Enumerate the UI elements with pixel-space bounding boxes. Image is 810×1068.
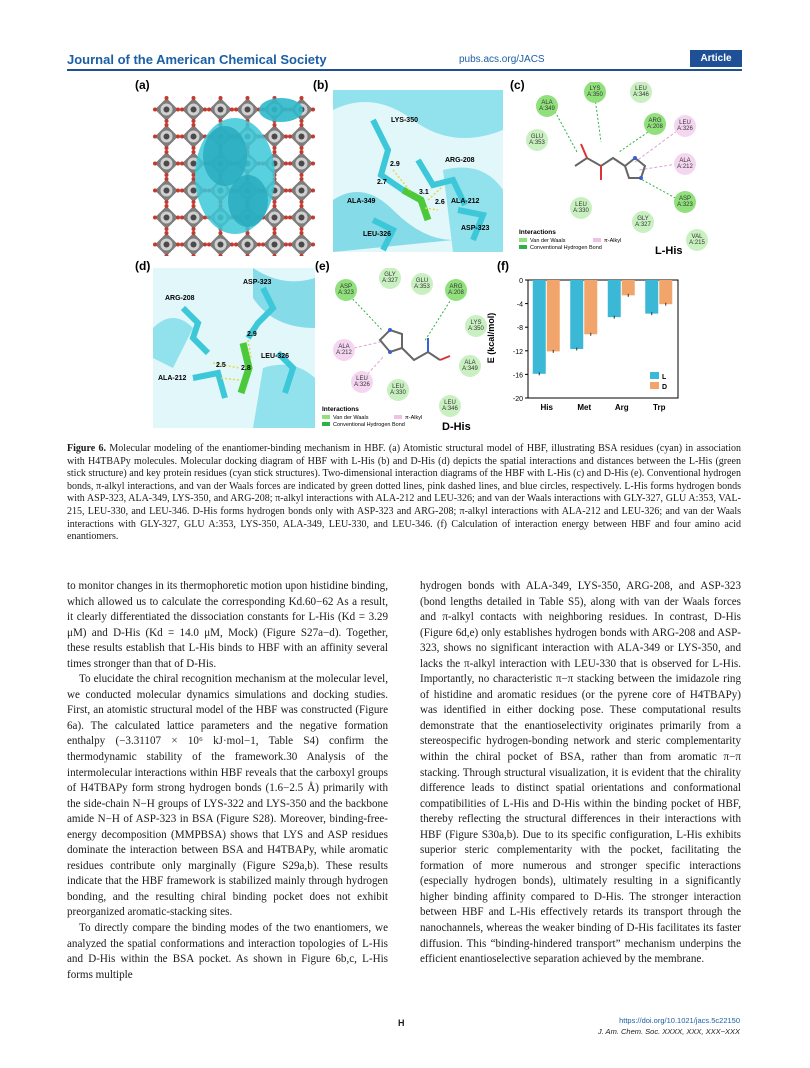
legend-e-title: Interactions	[322, 406, 359, 413]
dist-27: 2.7	[377, 179, 387, 186]
species-dhis: D-His	[442, 421, 471, 433]
journal-url[interactable]: pubs.acs.org/JACS	[459, 54, 545, 65]
svg-text:LEUA:326: LEU A:326	[354, 376, 370, 388]
label-d-arg208: ARG-208	[165, 295, 195, 302]
bar-L-Trp	[645, 280, 658, 314]
x-tick-label: His	[540, 403, 553, 412]
chart-ylabel: E (kcal/mol)	[486, 312, 496, 364]
label-leu326: LEU-326	[363, 231, 392, 238]
left-para-2: To elucidate the chiral recognition mechanism at the molecular level, we conducted molecular dynamics simulations and docking studies. First, an atomistic structural model of the HBF was constructed (Figure 6a). The calculated lattice parameters and the negative formation enthalpy (−3.31107 × 10⁶ kJ·mol−1, Table S4) confirm the thermodynamic stability of the framework.30 Analysis of the intermolecular interactions within HBF reveals that the carboxyl groups of H4TBAPy form strong hydrogen bonds (1.6−2.5 Å) primarily with the side-chain N−H groups of LYS-322 and LYS-350 and the backbone amide N−H of ASP-323 in BSA (Figure S28). Moreover, binding-free-energy decomposition (MMPBSA) shows that LYS and ASP residues dominate the interaction between BSA and H4TBAPy, while aromatic residues contribute only marginally (Figure S29a,b). These results indicate that the HBF framework is stabilized mainly through hydrogen bonding, and the resulting chiral binding pocket does not exhibit preorganized aromatic-stacking sites.	[67, 673, 388, 919]
panel-label-b: (b)	[313, 78, 329, 92]
legend-c-hbond: Conventional Hydrogen Bond	[530, 245, 602, 251]
svg-text:ARGA:208: ARG A:208	[448, 284, 464, 296]
label-d-asp323: ASP-323	[243, 279, 272, 286]
body-column-left	[67, 579, 388, 983]
panel-e-interaction-dhis	[320, 268, 500, 434]
bar-D-Met	[584, 280, 597, 334]
panel-label-a: (a)	[135, 78, 150, 92]
left-para-1: to monitor changes in its thermophoretic motion upon histidine binding, which allowed us to calculate the corresponding Kd.60−62 As a result, it clearly differentiated the dissociation constants for L-His (Kd = 3.29 μM) and D-His (Kd = 14.0 μM, Mock) (Figure S27a−d). Together, these results establish that L-His binds to HBF with an affinity several times stronger than that of D-His.	[67, 580, 388, 670]
species-lhis: L-His	[655, 245, 683, 257]
label-asp323: ASP-323	[461, 225, 490, 232]
caption-label: Figure 6.	[67, 443, 107, 454]
legend-c-vdw: Van der Waals	[530, 238, 566, 244]
panel-label-e: (e)	[315, 259, 330, 273]
journal-title[interactable]: Journal of the American Chemical Society	[67, 52, 327, 67]
dist-d-29: 2.9	[247, 331, 257, 338]
figure-6	[135, 78, 740, 434]
label-d-ala212: ALA-212	[158, 375, 187, 382]
left-para-3: To directly compare the binding modes of the two enantiomers, we analyzed the spatial conformations and interaction topologies of L-His and D-His within the BSA pocket. As shown in Figure 6b,c, L-His forms multiple	[67, 922, 388, 981]
bar-D-His	[547, 280, 560, 351]
docking-lhis-image	[333, 90, 503, 252]
dist-31: 3.1	[419, 189, 429, 196]
x-tick-label: Trp	[653, 403, 666, 412]
panel-f-energy-chart	[480, 272, 710, 434]
svg-text:LEUA:330: LEU A:330	[573, 202, 589, 214]
y-tick-label: -20	[512, 396, 523, 403]
bar-D-Arg	[622, 280, 635, 295]
res-c-ala349: ALA A:349	[539, 100, 555, 112]
legend-c-title: Interactions	[519, 229, 556, 236]
page-number: H	[398, 1018, 405, 1028]
label-arg208: ARG-208	[445, 157, 475, 164]
label-d-leu326: LEU-326	[261, 353, 290, 360]
bar-L-His	[533, 280, 546, 374]
x-tick-label: Arg	[614, 403, 629, 412]
y-tick-label: -16	[512, 372, 523, 380]
y-tick-label: -12	[512, 348, 523, 356]
svg-text:LEUA:346: LEU A:346	[633, 86, 649, 98]
right-para-1: hydrogen bonds with ALA-349, LYS-350, ARG-208, and ASP-323 (bond lengths detailed in Table S5), along with van der Waals forces and π-alkyl contacts with neighboring residues. In contrast, D-His (Figure 6d,e) only establishes hydrogen bonds with ARG-208 and ASP-323, shows no significant interaction with ALA-349 or LYS-350, and lacks the π-alkyl interaction with LEU-330 that is observed for L-His. Importantly, no characteristic π−π stacking between the imidazole ring of histidine and aromatic residues (or the pyrene core of H4TBAPy) was identified in either docking pose. These computational results demonstrate that the enantioselectivity originates primarily from a stereospecific hydrogen-bonding network and steric complementarity within the chiral pocket of BSA, rather than from aromatic π−π stacking. Through structural visualization, it is evident that the chirality difference leads to distinct spatial orientations and conformational compatibilities of L-His and D-His within the binding pocket of HBF, thereby reflecting the structural differences in their interactions with HBF (Figure S30a,b). Due to its specific configuration, L-His exhibits superior steric complementarity with the pocket, facilitating the formation of more numerous and stronger specific interactions (especially hydrogen bonds), ultimately resulting in a significantly higher binding affinity compared to D-His. The stronger interaction between HBF and L-His effectively retards its transport through the nanochannels, whereas the weaker binding of D-His facilitates its faster diffusion. This “binding-hindered transport” mechanism underpins the efficient enantioselective separation achieved by the membrane.	[420, 580, 741, 966]
dist-26: 2.6	[435, 199, 445, 206]
svg-text:ASPA:323: ASP A:323	[677, 196, 693, 208]
panel-a-framework-model	[153, 96, 315, 256]
svg-text:VALA:215: VAL A:215	[689, 234, 705, 246]
interaction-diagram-lhis	[515, 82, 740, 260]
dist-d-28: 2.8	[241, 365, 251, 372]
legend-label-L: L	[662, 374, 667, 381]
x-tick-label: Met	[577, 403, 592, 412]
caption-text: Molecular modeling of the enantiomer-binding mechanism in HBF. (a) Atomistic structural model of HBF, illustrating BSA residues (cyan) in association with H4TBAPy molecules. Molecular docking diagram of HBF with L-His (b) and D-His (d) depicts the spatial interactions and distances between the L-His (green stick structure) and key protein residues (cyan stick structures). Two-dimensional interaction diagrams of the HBF with L-His (c) and D-His (e). Conventional hydrogen bonds, π-alkyl interactions, and van der Waals forces are indicated by green dotted lines, pink dashed lines, and blue circles, respectively. L-His forms hydrogen bonds with ASP-323, ALA-349, LYS-350, and ARG-208; π-alkyl interactions with ALA-212 and LEU-326; and van der Waals interactions with GLY-327, GLU A:353, VAL-215, LEU-330, and LEU-346. D-His forms hydrogen bonds only with ASP-323 and ARG-208; π-alkyl interactions with ALA-212 and LEU-326; and van der Waals interactions with GLY-327, GLU A:353, LYS-350, ALA-349, LEU-330, and LEU-346. (f) Calculation of interaction energy between HBF and four amino acid enantiomers.	[67, 443, 741, 543]
svg-text:ASPA:323: ASP A:323	[338, 284, 354, 296]
legend-label-D: D	[662, 384, 668, 391]
panel-c-interaction-lhis	[515, 82, 740, 260]
interaction-diagram-dhis	[320, 268, 500, 434]
label-ala349: ALA-349	[347, 198, 376, 205]
panel-label-f: (f)	[497, 259, 509, 273]
framework-lattice-image	[153, 96, 315, 256]
svg-text:GLYA:327: GLY A:327	[635, 216, 651, 228]
panel-label-d: (d)	[135, 259, 151, 273]
y-tick-label: -4	[516, 301, 523, 309]
label-lys350: LYS-350	[391, 117, 418, 124]
svg-text:LEUA:346: LEU A:346	[442, 400, 458, 412]
svg-text:GLUA:353: GLU A:353	[414, 278, 430, 290]
svg-text:LEUA:326: LEU A:326	[677, 120, 693, 132]
svg-text:ALAA:349: ALA A:349	[462, 360, 478, 372]
panel-b-docking-lhis	[333, 90, 503, 252]
legend-swatch-D	[650, 382, 659, 389]
svg-text:LEUA:330: LEU A:330	[390, 384, 406, 396]
bar-L-Arg	[608, 280, 621, 317]
svg-text:GLUA:353: GLU A:353	[529, 134, 545, 146]
svg-text:ALAA:212: ALA A:212	[677, 158, 693, 170]
dist-29: 2.9	[390, 161, 400, 168]
energy-bar-chart	[480, 272, 710, 434]
figure-caption	[67, 443, 741, 544]
bar-L-Met	[570, 280, 583, 349]
doi-link[interactable]: https://doi.org/10.1021/jacs.5c22150	[619, 1016, 740, 1025]
panel-label-c: (c)	[510, 78, 525, 92]
legend-swatch-L	[650, 372, 659, 379]
legend-e-vdw: Van der Waals	[333, 415, 369, 421]
legend-e-hbond: Conventional Hydrogen Bond	[333, 422, 405, 428]
page-header	[67, 50, 742, 70]
docking-dhis-image	[153, 268, 315, 428]
body-column-right	[420, 579, 741, 968]
dist-d-25: 2.5	[216, 362, 226, 369]
header-rule	[67, 69, 742, 71]
svg-text:ARGA:208: ARG A:208	[647, 118, 663, 130]
article-badge: Article	[690, 50, 742, 67]
label-ala212: ALA-212	[451, 198, 480, 205]
citation: J. Am. Chem. Soc. XXXX, XXX, XXX−XXX	[597, 1027, 740, 1036]
y-tick-label: -8	[516, 325, 523, 333]
svg-text:ALAA:212: ALA A:212	[336, 344, 352, 356]
y-tick-label: 0	[519, 278, 523, 285]
svg-text:LYSA:350: LYS A:350	[468, 320, 484, 332]
bar-D-Trp	[659, 280, 672, 304]
panel-d-docking-dhis	[153, 268, 315, 428]
svg-text:GLYA:327: GLY A:327	[382, 272, 398, 284]
legend-c-alkyl: π-Alkyl	[604, 238, 622, 244]
svg-text:LYSA:350: LYS A:350	[587, 86, 603, 98]
legend-e-alkyl: π-Alkyl	[405, 415, 423, 421]
